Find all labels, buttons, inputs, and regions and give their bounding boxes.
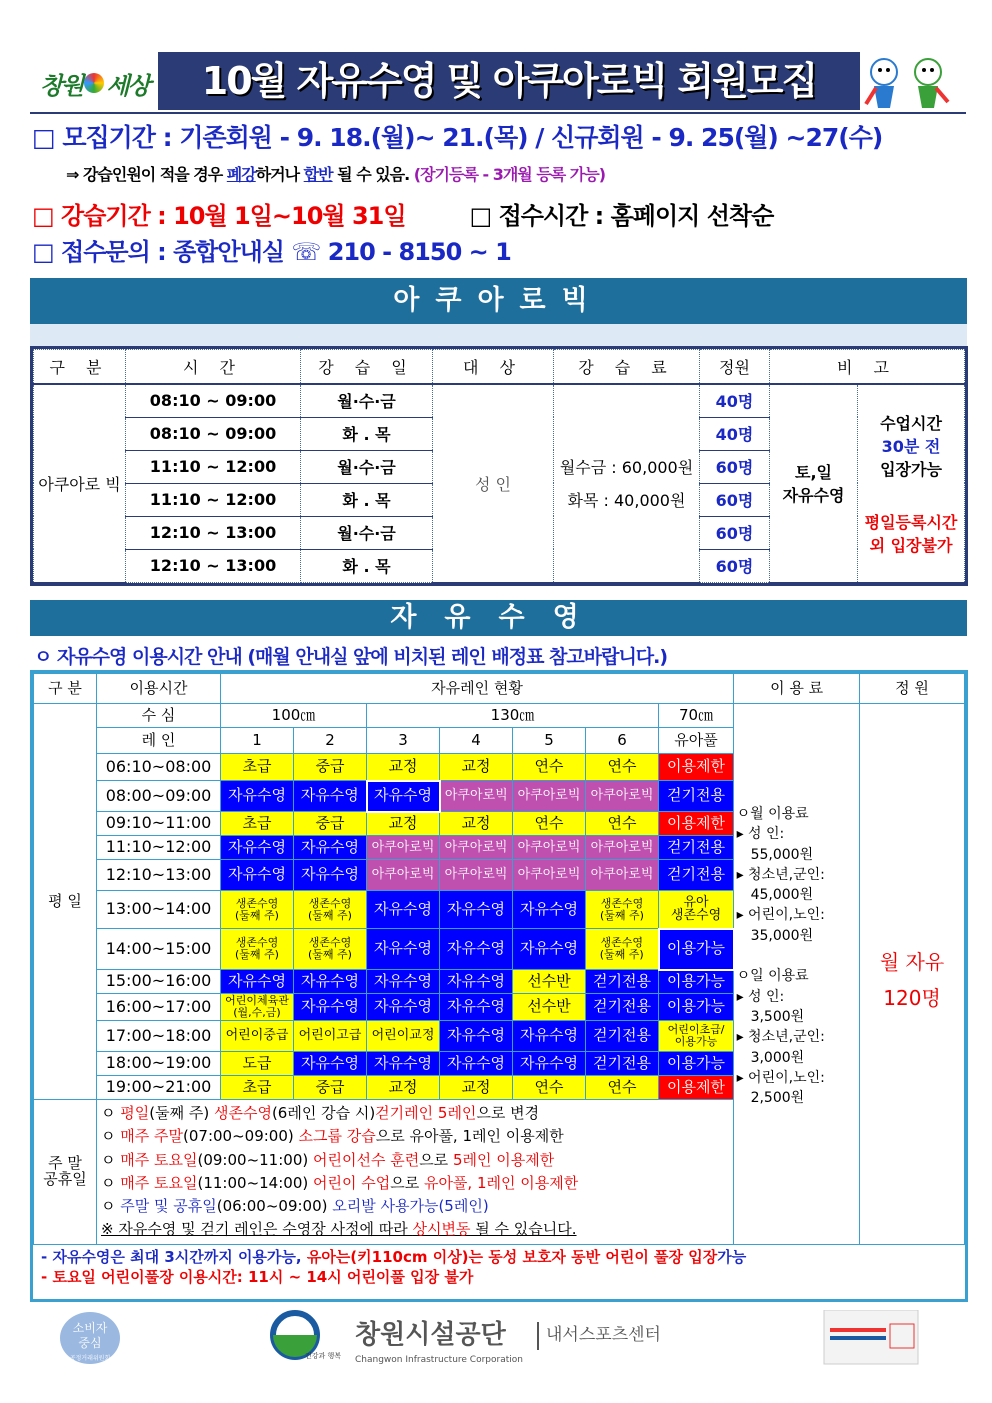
lane-cell: 걷기전용 (586, 1052, 659, 1076)
lane-cell: 연수 (513, 754, 586, 781)
lane-cell: 아쿠아로빅 (440, 860, 513, 891)
lane-cell: 어린이초급/ 이용가능 (659, 1021, 734, 1052)
lane-cell: 교정 (367, 812, 440, 836)
svg-text:Changwon Infrastructure Corpor: Changwon Infrastructure Corporation (355, 1355, 523, 1365)
time-cell: 14:00~15:00 (97, 929, 221, 970)
lane-cell: 걷기전용 (659, 836, 734, 860)
lane-cell: 아쿠아로빅 (586, 781, 659, 812)
aquarobic-section-bar: 아쿠아로빅 (30, 278, 967, 324)
lane-cell: 자유수영 (513, 891, 586, 929)
city-logo: 창원 세상 (40, 71, 149, 100)
lane-1: 1 (221, 728, 294, 754)
lane-cell: 어린이중급 (221, 1021, 294, 1052)
capacity-info: 월 자유 120명 (860, 704, 965, 1245)
lane-cell: 자유수영 (440, 1021, 513, 1052)
inquiry-line: □ 접수문의 : 종합안내실 ☏ 210 - 8150 ~ 1 (32, 238, 511, 266)
lane-cell: 자유수영 (440, 970, 513, 994)
lane-cell: 자유수영 (367, 1052, 440, 1076)
depth-100: 100㎝ (221, 704, 367, 728)
lane-4: 4 (440, 728, 513, 754)
lane-cell: 자유수영 (221, 970, 294, 994)
lane-cell: 자유수영 (367, 781, 440, 812)
time-cell: 18:00~19:00 (97, 1052, 221, 1076)
time-cell: 15:00~16:00 (97, 970, 221, 994)
title-rule (30, 112, 966, 114)
lane-cell: 이용제한 (659, 1076, 734, 1100)
lane-cell: 중급 (294, 1076, 367, 1100)
lane-cell: 초급 (221, 1076, 294, 1100)
lane-cell: 아쿠아로빅 (513, 860, 586, 891)
lane-cell: 이용제한 (659, 812, 734, 836)
svg-text:중심: 중심 (78, 1336, 102, 1350)
svg-text:소비자: 소비자 (72, 1321, 108, 1335)
lane-3: 3 (367, 728, 440, 754)
lesson-period: □ 강습기간 : 10월 1일~10월 31일 □ 접수시간 : 홈페이지 선착순 (32, 202, 774, 230)
lane-cell: 자유수영 (221, 781, 294, 812)
lane-cell: 걷기전용 (586, 970, 659, 994)
lane-cell: 연수 (586, 754, 659, 781)
lane-cell: 자유수영 (440, 929, 513, 970)
lane-cell: 자유수영 (513, 1052, 586, 1076)
lane-cell: 이용가능 (659, 1052, 734, 1076)
lane-cell: 이용제한 (659, 754, 734, 781)
lane-cell: 자유수영 (367, 891, 440, 929)
weekend-label: 주 말 공휴일 (34, 1100, 97, 1245)
lane-cell: 생존수영 (둘째 주) (294, 891, 367, 929)
free-swim-footer: - 자유수영은 최대 3시간까지 이용가능, 유아는(키110cm 이상)는 동성 보호자 동반 어린이 풀장 입장가능 - 토요일 어린이풀장 이용시간: 11시 ~ 14시 어린이풀 입장 불가 (41, 1247, 747, 1286)
recruit-period: □ 모집기간 : 기존회원 - 9. 18.(월)~ 21.(목) / 신규회원 - 9. 25(월) ~27(수) (32, 123, 883, 152)
notice-line: ⇒ 강습인원이 적을 경우 폐강하거나 합반 될 수 있음. (장기등록 - 3개월 등록 가능) (66, 165, 606, 184)
footer-logos (60, 1310, 940, 1370)
lane-cell: 어린이고급 (294, 1021, 367, 1052)
lane-cell: 아쿠아로빅 (513, 781, 586, 812)
lane-cell: 이용가능 (659, 929, 734, 970)
svg-text:건강과 행복: 건강과 행복 (305, 1352, 342, 1360)
time-cell: 06:10~08:00 (97, 754, 221, 781)
col-capacity: 정 원 (860, 674, 965, 704)
lane-cell: 아쿠아로빅 (513, 836, 586, 860)
depth-130: 130㎝ (367, 704, 659, 728)
col-time: 이용시간 (97, 674, 221, 704)
aquarobic-table: 구 분 시 간 강 습 일 대 상 강 습 료 정원 비 고 아쿠아로 빅 08:10 ~ 09:00 월·수·금 성 인 월수금 : 60,000원 화목 : 40,000원 40명 토,일 자유수영 수업시간 30분 전 입장가능 평일등록시간 외 입장불가 08:10 ~ 09:00 화 . 목 40명 11:10 ~ 12:00 월·수·금 60명 11:10 ~ 12:00 화 . 목 60명 12:10 ~ 13:00 월·수·금 60명 12:10 ~ 13:00 화 . 목 60명 (30, 346, 968, 586)
lane-cell: 생존수영 (둘째 주) (221, 929, 294, 970)
time-cell: 11:10~12:00 (97, 836, 221, 860)
svg-text:내서스포츠센터: 내서스포츠센터 (546, 1325, 661, 1345)
lane-cell: 걷기전용 (659, 781, 734, 812)
lane-cell: 유아 생존수영 (659, 891, 734, 929)
lane-cell: 자유수영 (294, 860, 367, 891)
lane-5: 5 (513, 728, 586, 754)
lane-cell: 생존수영 (둘째 주) (586, 929, 659, 970)
lane-cell: 자유수영 (440, 891, 513, 929)
lane-cell: 어린이체육관 (월,수,금) (221, 994, 294, 1021)
fee-info: ㅇ월 이용료 ▸ 성 인: 55,000원 ▸ 청소년,군인: 45,000원 ▸ 어린이,노인: 35,000원 ㅇ일 이용료 ▸ 성 인: 3,500원 ▸ 청소년,군인: 3,000원 ▸ 어린이,노인: 2,500원 (734, 704, 860, 1245)
time-cell: 16:00~17:00 (97, 994, 221, 1021)
lane-cell: 교정 (440, 754, 513, 781)
lane-cell: 어린이교정 (367, 1021, 440, 1052)
lane-cell: 연수 (586, 812, 659, 836)
lane-cell: 교정 (440, 812, 513, 836)
lane-cell: 생존수영 (둘째 주) (221, 891, 294, 929)
lane-cell: 자유수영 (294, 994, 367, 1021)
lane-cell: 이용가능 (659, 970, 734, 994)
lane-cell: 도급 (221, 1052, 294, 1076)
lane-cell: 생존수영 (둘째 주) (294, 929, 367, 970)
time-cell: 19:00~21:00 (97, 1076, 221, 1100)
lane-cell: 걷기전용 (659, 860, 734, 891)
lane-cell: 자유수영 (294, 1052, 367, 1076)
time-cell: 12:10~13:00 (97, 860, 221, 891)
lane-cell: 중급 (294, 754, 367, 781)
col-lanes: 자유레인 현황 (221, 674, 734, 704)
lane-cell: 교정 (440, 1076, 513, 1100)
lane-cell: 아쿠아로빅 (367, 860, 440, 891)
page-title: 10월 자유수영 및 아쿠아로빅 회원모집 (158, 52, 860, 110)
lane-cell: 자유수영 (221, 860, 294, 891)
lane-cell: 자유수영 (221, 836, 294, 860)
depth-70: 70㎝ (659, 704, 734, 728)
aquarobic-label: 아쿠아로 빅 (34, 384, 126, 583)
col-fee: 이 용 료 (734, 674, 860, 704)
lane-cell: 초급 (221, 754, 294, 781)
lane-cell: 아쿠아로빅 (586, 836, 659, 860)
lane-cell: 이용가능 (659, 994, 734, 1021)
lane-cell: 걷기전용 (586, 994, 659, 1021)
lane-cell: 중급 (294, 812, 367, 836)
lane-cell: 아쿠아로빅 (440, 836, 513, 860)
lane-cell: 자유수영 (440, 1052, 513, 1076)
lane-cell: 자유수영 (367, 994, 440, 1021)
lane-cell: 선수반 (513, 970, 586, 994)
lane-cell: 초급 (221, 812, 294, 836)
time-cell: 08:00~09:00 (97, 781, 221, 812)
lane-cell: 자유수영 (294, 781, 367, 812)
mascot-icon (862, 52, 952, 110)
svg-text:공정거래위원회: 공정거래위원회 (69, 1355, 111, 1362)
depth-label: 수 심 (97, 704, 221, 728)
lane-cell: 연수 (586, 1076, 659, 1100)
lane-7: 유아풀 (659, 728, 734, 754)
weekend-notes: ㅇ 평일(둘째 주) 생존수영(6레인 강습 시)걷기레인 5레인으로 변경 ㅇ 매주 주말(07:00~09:00) 소그룹 강습으로 유아풀, 1레인 이용제한 ㅇ 매주 토요일(09:00~11:00) 어린이선수 훈련으로 5레인 이용제한 ㅇ 매주 토요일(11:00~14:00) 어린이 수업으로 유아풀, 1레인 이용제한 ㅇ 주말 및 공휴일(06:00~09:00) 오리발 사용가능(5레인) ※ 자유수영 및 걷기 레인은 수영장 사정에 따라 상시변동 될 수 있습니다. (97, 1100, 734, 1245)
free-swim-section-bar: 자유수영 (30, 600, 967, 636)
lane-cell: 걷기전용 (586, 1021, 659, 1052)
lane-cell: 교정 (367, 754, 440, 781)
free-swim-note: ㅇ 자유수영 이용시간 안내 (매월 안내실 앞에 비치된 레인 배정표 참고바랍니다.) (34, 646, 668, 668)
lane-cell: 아쿠아로빅 (367, 836, 440, 860)
svg-text:창원시설공단: 창원시설공단 (355, 1320, 506, 1350)
lane-cell: 자유수영 (440, 994, 513, 1021)
time-cell: 17:00~18:00 (97, 1021, 221, 1052)
lane-cell: 자유수영 (367, 970, 440, 994)
lane-2: 2 (294, 728, 367, 754)
lane-cell: 생존수영 (둘째 주) (586, 891, 659, 929)
lane-cell: 연수 (513, 812, 586, 836)
weekday-label: 평 일 (34, 704, 97, 1100)
col-division: 구 분 (34, 674, 97, 704)
lane-cell: 아쿠아로빅 (586, 860, 659, 891)
lane-cell: 선수반 (513, 994, 586, 1021)
lane-6: 6 (586, 728, 659, 754)
lane-cell: 자유수영 (513, 1021, 586, 1052)
free-swim-table (30, 670, 968, 1302)
logo-emblem-icon (84, 73, 104, 93)
time-cell: 09:10~11:00 (97, 812, 221, 836)
lane-cell: 자유수영 (294, 836, 367, 860)
time-cell: 13:00~14:00 (97, 891, 221, 929)
lane-cell: 교정 (367, 1076, 440, 1100)
lane-cell: 연수 (513, 1076, 586, 1100)
lane-cell: 자유수영 (294, 970, 367, 994)
lane-cell: 아쿠아로빅 (440, 781, 513, 812)
lane-cell: 자유수영 (367, 929, 440, 970)
lane-cell: 자유수영 (513, 929, 586, 970)
lane-label: 레 인 (97, 728, 221, 754)
